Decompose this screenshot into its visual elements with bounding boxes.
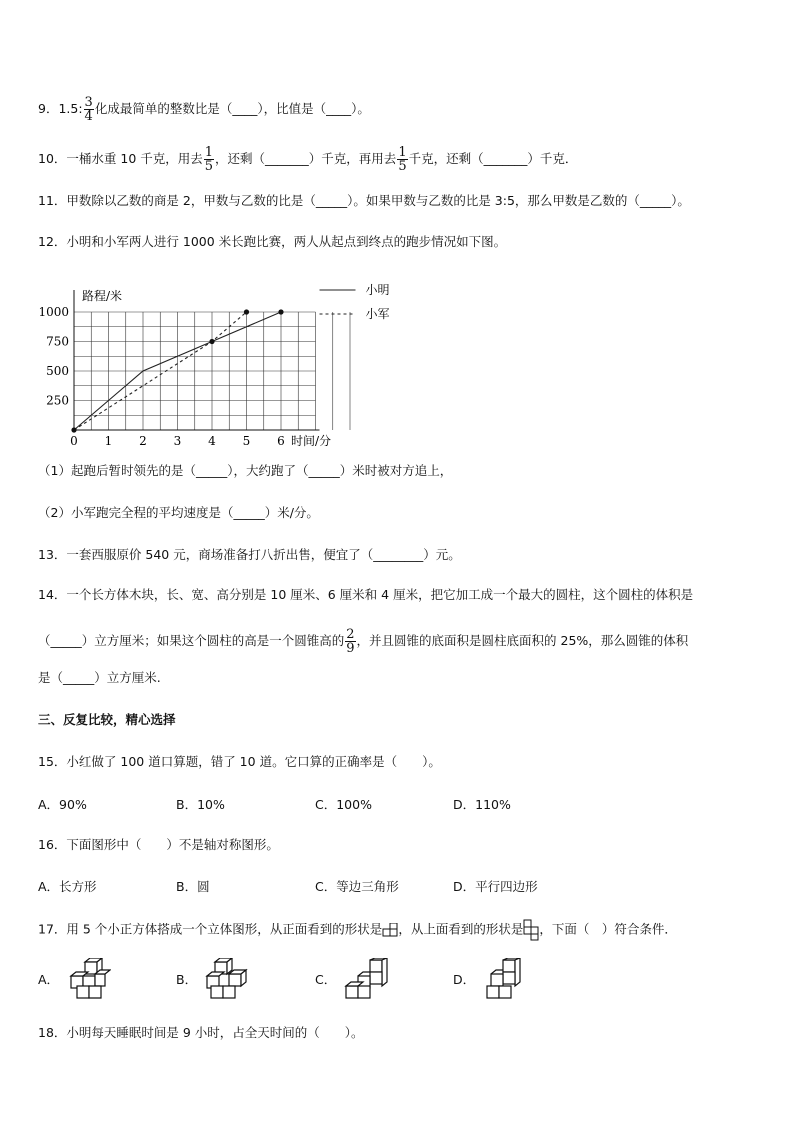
cube-stack-icon [340,958,394,1000]
data-point [244,309,249,314]
fraction: $\frac{3}{4}$ [84,95,93,124]
y-tick-label: 250 [46,393,69,408]
option-c[interactable]: C．等边三角形 [315,879,399,894]
option-c[interactable]: C． [315,958,394,1000]
option-d[interactable]: D．110% [453,797,511,812]
x-tick-label: 1 [104,434,113,448]
legend-label: 小明 [365,283,390,297]
option-a[interactable]: A．90% [38,797,87,812]
option-c[interactable]: C．100% [315,797,372,812]
option-d[interactable]: D．平行四边形 [453,879,538,894]
fraction: $\frac{2}{9}$ [346,627,355,656]
question-14-line-2: （_____）立方厘米；如果这个圆柱的高是一个圆锥高的 $\frac{2}{9}$ ，并且圆锥的底面积是圆柱底面积的 25%，那么圆锥的体积 [38,627,689,656]
question-17: 17．用 5 个小正方体搭成一个立体图形，从正面看到的形状是 ，从上面看到的形状是 ，下面（ ）符合条件． [38,919,677,941]
question-14-line-1: 14．一个长方体木块，长、宽、高分别是 10 厘米、6 厘米和 4 厘米，把它加工成一个最大的圆柱，这个圆柱的体积是 [38,587,694,602]
cube-stack-icon [479,958,527,1000]
x-tick-label: 0 [70,434,78,448]
x-axis-label: 时间/分 [291,434,332,448]
distance-time-chart [36,270,406,458]
fraction: $\frac{1}{5}$ [398,145,407,174]
cube-stack-icon [201,958,253,1000]
question-9: 9．1.5: $\frac{3}{4}$ 化成最简单的整数比是（____），比值是（____）。 [38,95,370,124]
question-16: 16．下面图形中（ ）不是轴对称图形。 [38,837,279,852]
legend-label: 小军 [365,307,390,321]
question-13: 13．一套西服原价 540 元，商场准备打八折出售，便宜了（________）元。 [38,547,461,562]
y-tick-label: 1000 [38,305,69,319]
option-d[interactable]: D． [453,958,527,1000]
question-10: 10．一桶水重 10 千克，用去 $\frac{1}{5}$ ，还剩（_______）千克，再用去 $\frac{1}{5}$ 千克，还剩（_______）千克． [38,145,578,174]
x-tick-label: 4 [208,434,216,448]
option-a[interactable]: A．长方形 [38,879,97,894]
question-12: 12．小明和小军两人进行 1000 米长跑比赛，两人从起点到终点的跑步情况如下图。 [38,234,507,249]
question-12-part-1: （1）起跑后暂时领先的是（_____），大约跑了（_____）米时被对方追上， [38,463,453,478]
front-view-icon [382,923,398,937]
question-14-line-3: 是（_____）立方厘米. [38,670,161,685]
top-view-icon [523,919,539,941]
option-a[interactable]: A． [38,958,111,1000]
y-axis-label: 路程/米 [82,289,123,303]
question-15: 15．小红做了 100 道口算题，错了 10 道。它口算的正确率是（ ）。 [38,754,441,769]
section-heading: 三、反复比较，精心选择 [38,712,176,727]
question-12-part-2: （2）小军跑完全程的平均速度是（_____）米/分。 [38,505,319,520]
y-tick-label: 750 [46,334,69,349]
x-tick-label: 6 [277,434,285,448]
x-tick-label: 2 [139,434,147,448]
data-point [278,309,283,314]
x-tick-label: 5 [242,434,251,448]
fraction: $\frac{1}{5}$ [204,145,214,174]
option-b[interactable]: B．圆 [176,879,210,894]
question-11: 11．甲数除以乙数的商是 2，甲数与乙数的比是（_____）。如果甲数与乙数的比是 3:5，那么甲数是乙数的（_____）。 [38,193,690,208]
question-18: 18．小明每天睡眠时间是 9 小时，占全天时间的（ ）。 [38,1025,364,1040]
x-tick-label: 3 [173,434,182,448]
y-tick-label: 500 [46,364,69,378]
option-b[interactable]: B．10% [176,797,225,812]
data-point [209,339,214,344]
cube-stack-icon [63,958,111,1000]
data-point [71,427,76,432]
option-b[interactable]: B． [176,958,253,1000]
